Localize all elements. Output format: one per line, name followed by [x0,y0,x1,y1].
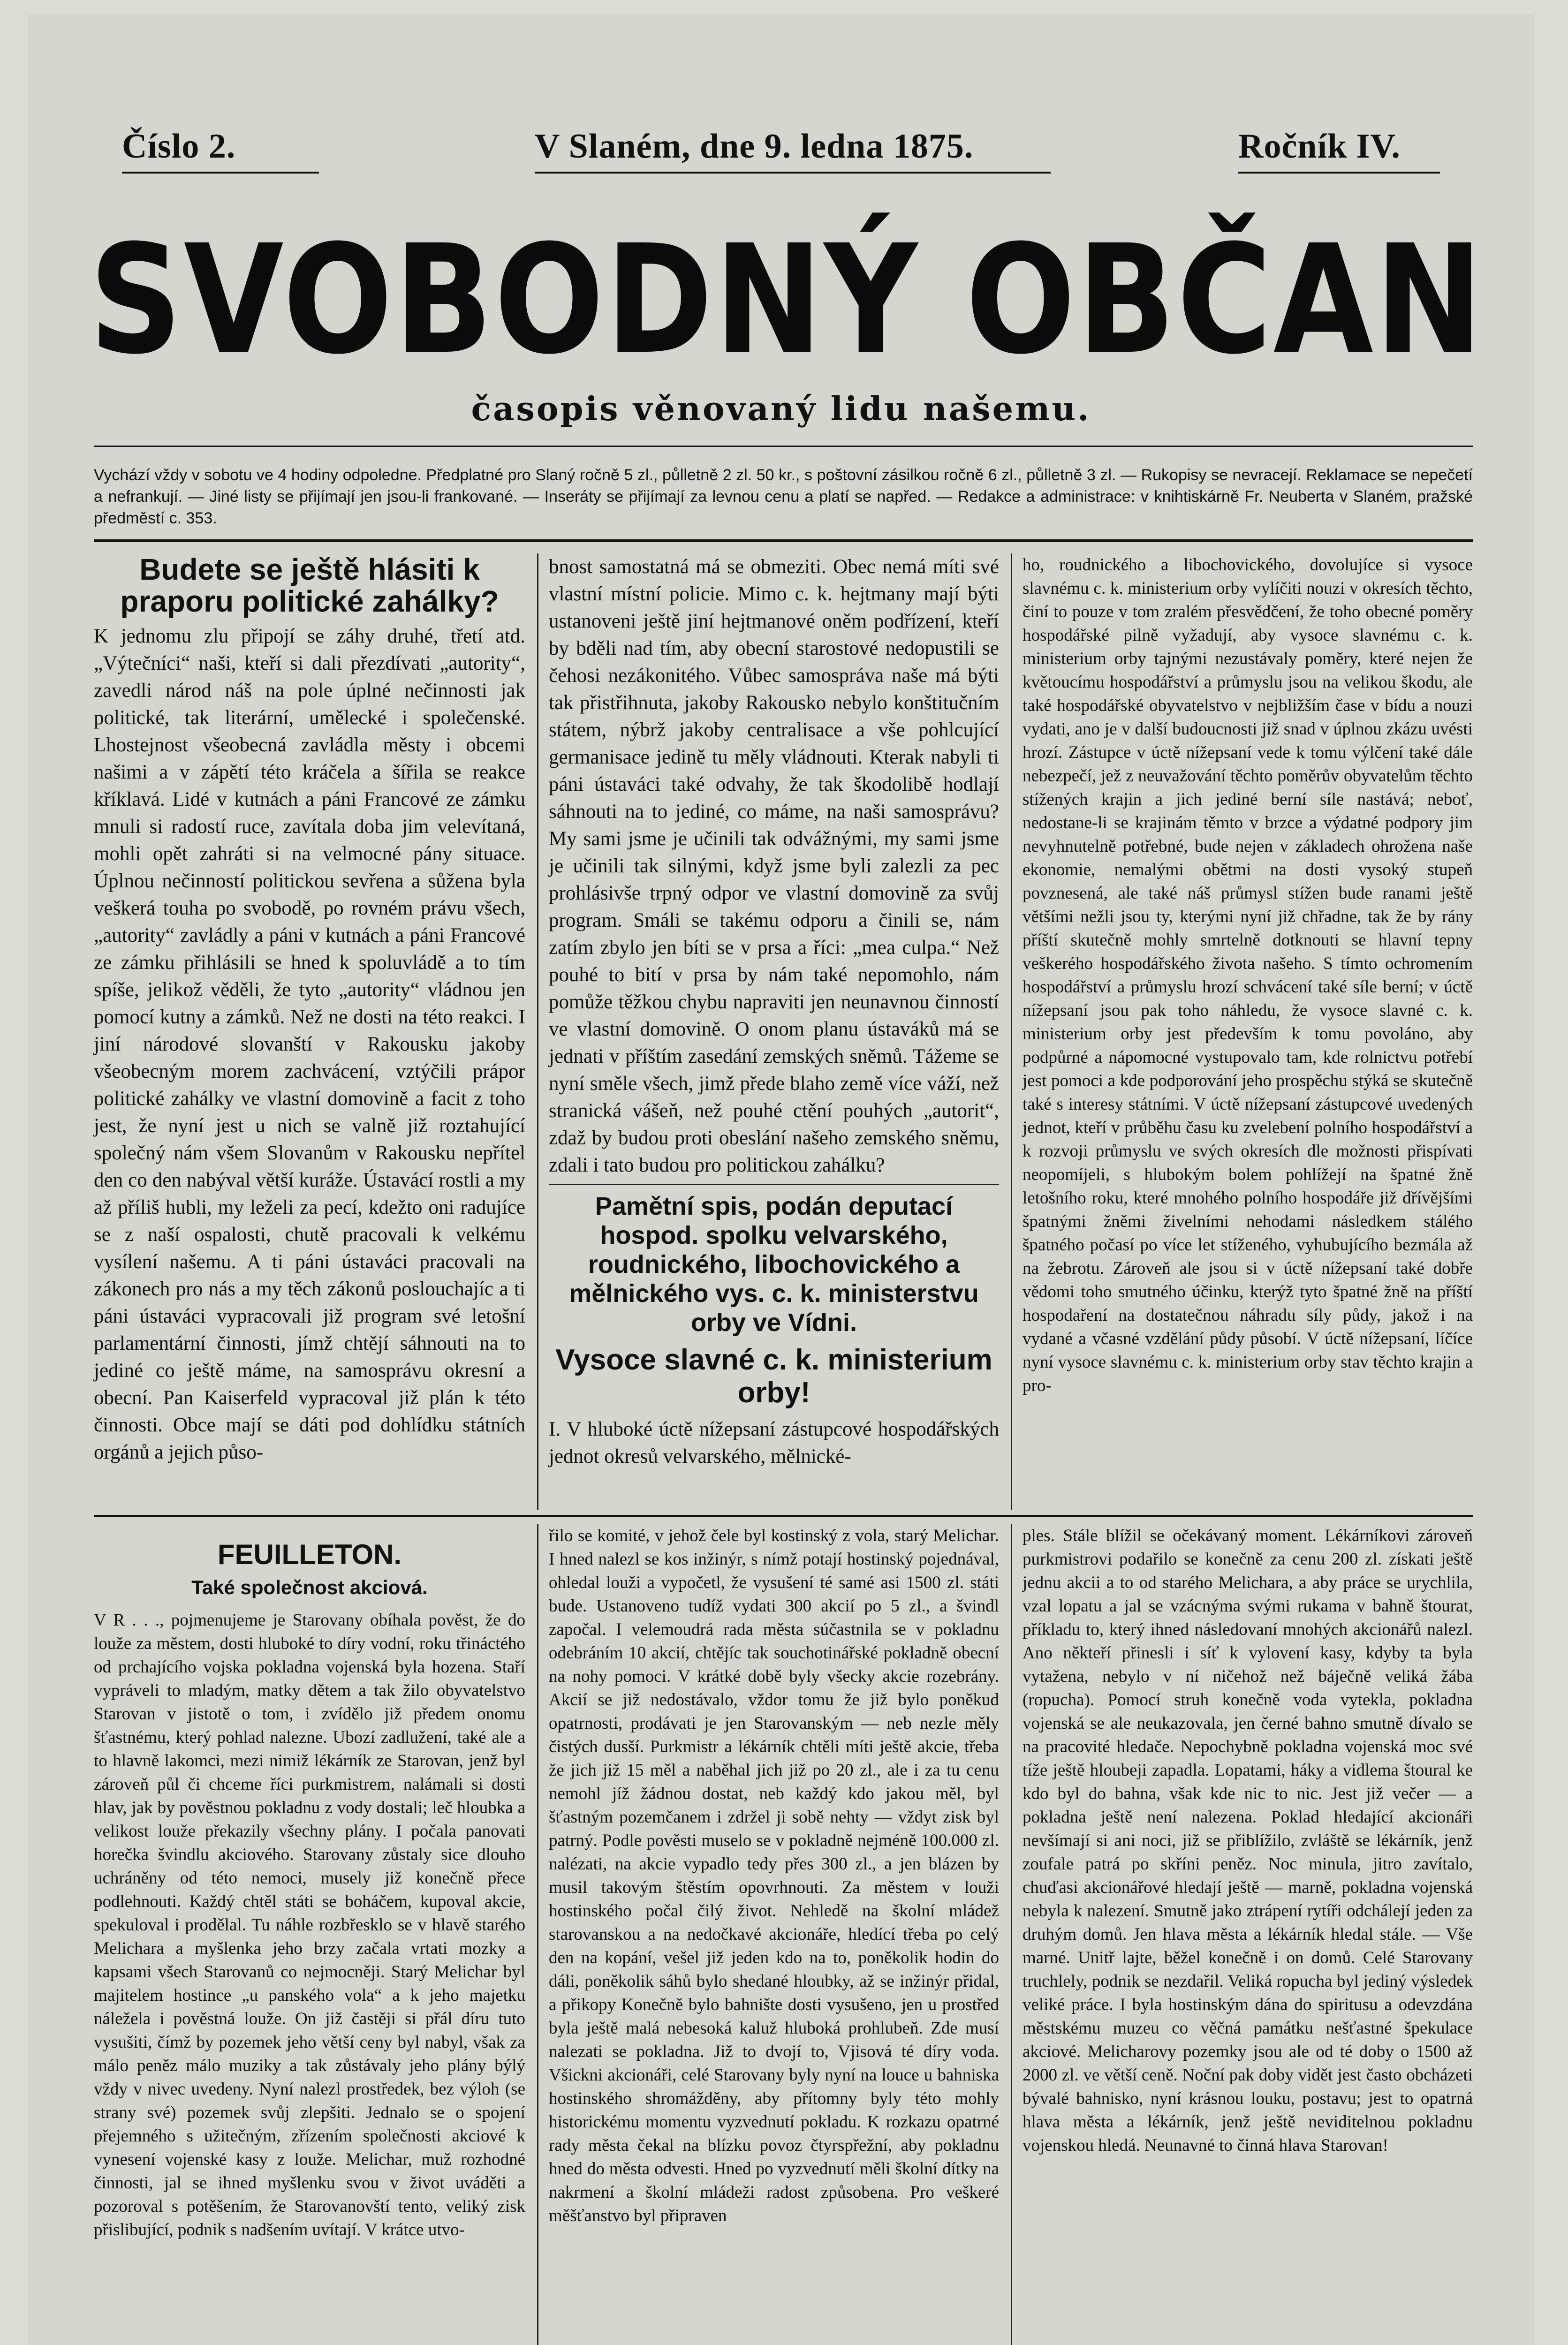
feuilleton-column-2 [549,1524,999,2228]
article-separator [549,1184,999,1185]
issue-number: Číslo 2. [122,127,236,166]
volume-number: Ročník IV. [1238,127,1401,166]
rule-below-subscription [94,539,1473,542]
rule-above-feuilleton [94,1515,1473,1517]
column-3-top [1023,553,1473,1398]
article1-title: Budete se ještě hlásiti k praporu politické zahálky? [120,552,499,618]
feuilleton-column-1 [94,1524,525,2242]
newspaper-page [28,14,1534,2345]
column-divider-3 [537,1524,538,2345]
feuilleton-col3-text: ples. Stále blížil se očekávaný moment. Lékárníkovi zároveň purkmistrovi podařilo se konečně za cenu 200 zl. získati ještě jednu akcii a to od starého Melichara, a aby práce se urychlila, vzal lopatu a jal se vzácnýma svými rukama v bahně štourat, příkladu to, který ihned následovaní mnohých akcionářů nalezl. Ano někteří přinesli i síť k vylovení kasy, kdyby ta byla vytažena, nebylo v ní ničehož než báječně veliká žába (ropucha). Pomocí struh konečně voda vytekla, pokladna vojenská se ale neukazovala, jen černé bahno smutně dívalo se na pracovité hledače. Nepochybně pokladna vojenská moc své tíže ještě hloubeji zapadla. Lopatami, háky a vidlema štoural ke kdo byl do bahna, však kde nic to nic. Jest již večer — a pokladna ještě není nalezena. Poklad hledající akcionáři nevšímají si ani noci, již se přiblížilo, zvláště se lékárník, jenž zoufale patrá po skříni peněz. Noc minula, jitro zavítalo, chuďasi akcionářové hledají ještě — marně, pokladna vojenská nebyla k nalezení. Smutně jako ztrápení rytíři odchálejí jeden za druhým domů. Jen hlava města a lékárník hledal stále. — Vše marné. Unitř lajte, běžel konečně i on domů. Celé Starovany truchlely, podnik se nezdařil. Veliká ropucha byl jediný výsledek veliké práce. I byla hostinským dána do spiritusu a odevzdána městskému muzeu co věčná památku nešťastné špekulace akciové. Melicharovy pozemky jsou ale od té doby o 1500 až 2000 zl. ve větší ceně. Noční pak doby vidět jest často obcházeti bývalé bahnisko, nyní krásnou louku, postavu; jest to opatrná hlava města a lékárník, jenž ještě neviditelnou pokladnu vojenskou hledá. Neunavné to činná hlava Starovan! [1023,1526,1473,2155]
rule-under-date [535,172,1051,174]
column-1-top [94,553,525,1466]
masthead-subtitle: časopis věnovaný lidu našemu. [471,389,1091,428]
feuilleton-col1-text: V R . . ., pojmenujeme je Starovany obíhala pověst, že do louže za městem, dosti hluboké to díry vodní, roku třináctého od prchajícího vojska pokladna vojenská byla hozena. Staří vypráveli to mladým, matky dětem a tak žilo obyvatelstvo Starovan v jistotě o tom, i zvídělo již předem onomu šťastnému, který pohlad nalezne. Ubozí zadlužení, také ale a to hlavně lakomci, mezi nimiž lékárník ze Starovan, jenž byl zároveň půl či chceme říci purkmistrem, nalámali si dosti hlav, jak by pověstnou pokladnu z vody dostali; leč hloubka a velikost louže překazily všechny plány. I počala panovati horečka švindlu akciového. Starovany zůstaly sice dlouho uchráněny od této nemoci, musely již konečně přece podlehnouti. Každý chtěl státi se boháčem, kupoval akcie, spekuloval i prodělal. Tu náhle rozbřesklo se v hlavě starého Melichara a myšlenka jeho brzy začala vrtati mozky a kapsami všech Starovanů co nejmocněji. Starý Melichar byl majitelem hostince „u panského vola“ a k jeho majetku náležela i pověstná louže. On již častěji si přál díru tuto vysušiti, čímž by pozemek jeho větší ceny byl nabyl, však za málo peněz málo muziky a tak zůstávaly jeho plány býlý vždy v nivec uvedeny. Nyní nalezl prostředek, bez výloh (se strany své) pozemek svůj zlepšiti. Jednalo se o spojení přejemného s užitečným, zřízením společnosti akciové k vynesení vojenské kasy z louže. Melichar, muž rozhodné činnosti, jal se ihned myšlenku svou v život uváděti a pozoroval s potěšením, že Starovanovští tento, veliký zisk přislibující, podnik s nadšením uvítají. V krátce utvo- [94,1611,525,2239]
rule-under-volume [1238,172,1440,174]
rule-above-subscription [94,446,1473,447]
article2-subheading: Vysoce slavné c. k. ministerium orby! [555,1344,992,1409]
feuilleton-title: FEUILLETON. [217,1539,402,1570]
feuilleton-subtitle: Také společnost akciová. [191,1576,428,1598]
paper-sheet [80,33,1485,2345]
rule-under-issue [122,172,319,174]
place-date: V Slaném, dne 9. ledna 1875. [535,127,974,166]
column-divider-1 [537,553,538,1510]
masthead-title: SVOBODNÝ OBČAN [89,213,1485,387]
article1-col1-text: K jednomu zlu připojí se záhy druhé, třetí atd. „Výtečníci“ naši, kteří si dali přezdívati „autority“, zavedli národ náš na pole úplné nečinnosti jak politické, tak literární, umělecké i společenské. Lhostejnost všeobecná zavládla městy i obcemi našimi a v zápětí této kráčela a šířila se reakce kříklavá. Lidé v kutnách a páni Francové ze zámku mnuli si radostí ruce, zavítala doba jim velevítaná, mohli opět zahráti si na velmocné pány situace. Úplnou nečinností politickou sevřena a sůžena byla veškerá touha po svobodě, po rovném právu všech, „autority“ zavládly a páni v kutnách a páni Francové ze zámku přihlásili se hned k spoluvládě a to tím spíše, jelikož věděli, že tyto „autority“ vládnou jen pomocí kutny a zámků. Než ne dosti na této reakci. I jiní národové slovanští v Rakousku jakoby všeobecným morem zachvácení, vztýčili prápor politické zahálky ve vlastní domovině a facit z toho jest, že nyní jest u nich se valně již roztahující společný nám všem Slovanům v Rakousku nepřítel den co den nabýval větší kuráže. Ústavácí rostli a my až příliš hubli, my leželi za pecí, kdežto oni radujíce se z naší ospalosti, chutě pracovali k velkému vysílení našemu. A ti páni ústaváci pracovali na zákonech pro nás a my těch zákonů poslouchajíc a ti páni ústaváci vypracovali již program své letošní parlamentární činnosti, jímž chtějí sáhnouti na to jediné co ještě máme, na samosprávu okresní a obecní. Pan Kaiserfeld vypracoval již plán k této činnosti. Obce mají se dáti pod dohlídku státních orgánů a jejich půso- [94,625,525,1463]
column-2-top [549,553,999,1470]
article2-heading: Pamětní spis, podán deputací hospod. spolku velvarského, roudnického, libochovického a mělnického vys. c. k. ministerstvu orby ve Vídni. [569,1192,979,1337]
feuilleton-col2-text: řilo se komité, v jehož čele byl kostinský z vola, starý Melichar. I hned nalezl se kos inžinýr, s nímž potají hostinský pojednával, ohledal louži a vypočetl, že vysušení té samé asi 1500 zl. státi bude. Ustanoveno tudíž vydati 300 akcií po 5 zl., a švindl započal. I velemoudrá rada města súčastnila se v pokladnu odebráním 10 akcií, chtějíc tak souchotinářské pokladně obecní na nohy pomoci. V krátké době byly všecky akcie rozebrány. Akcií se již nedostávalo, vždor tomu že již bylo poněkud opatrnosti, prodávati je jen Starovanským — neb nezle měly čistých dusší. Purkmistr a lékárník chtěli míti ještě akcie, třeba že jich již 15 měl a naběhal jich již po 20 zl., ale i za tu cenu nemohl jíž žádnou dostat, neb každý kdo jakou měl, byl šťastným pozemčanem i zdržel ji sobě nehty — vždyt zisk byl patrný. Podle pověsti muselo se v pokladně nejméně 100.000 zl. nalézati, na akcie vypadlo tedy přes 300 zl., a jen blázen by musil takovým štěstím opovrhnouti. Za městem v louži hostinského počal čilý život. Nehledě na školní mládež starovanskou a na nedočkavé akcionáře, hledící třeba po celý den na kopání, vešel již jeden kdo na to, poněkolik hodin do dáli, poněkolik sáhů bylo shedané hloubky, až se inžinýr přidal, a přikopy Konečně bylo bahnište dosti vysušeno, jen u prostřed byla ještě malá nebesoká kaluž hluboká prohlubeň. Zde musí nalezati se pokladna. Již to dvojí to, Vjisová té díry voda. Všickni akcionáři, celé Starovany byly nyní na louce u bahniska hostinského shromážděny, aby přítomny byly této mohly historickému momentu vyzvednutí pokladu. K rozkazu opatrné rady města čekal na blízku povoz čtyrspřežní, aby pokladnu hned do města odvesti. Hned po vyzvednutí měli školní dítky na nakrmení a školní mládeži radost způsobena. Pro veškeré měšťanstvo byl připraven [549,1526,999,2225]
article2-col3-text: ho, roudnického a libochovického, dovolujíce si vysoce slavnému c. k. ministerium orby vylíčiti nouzi v okresích těchto, činí to pouze v tom zralém přesvědčení, že toho obecné poměry hospodářské pilně vyžadují, aby vysoce slavnému c. k. ministerium orby tajnými nezustávaly poměry, které nejen že květoucímu hospodářství a průmyslu jsou na velikou škodu, ale také hospodářské obyvatelstvo v nejbližším čase v bídu a nouzi vydati, ano je v další budoucnosti již snad v úplnou zkázu uvésti hrozí. Zástupce v úctě nížepsaní vede k tomu výlčení také dále nebezpečí, jež z neuvažování těchto poměrův obyvatelům těchto stížených krajin a jich jediné berní síle nastává; neboť, nedostane-li se krajinám těmto v brzce a výdatné podpory jim nevyhnutelně potřebné, bude nejen v základech ohrožena naše ekonomie, nemalými obětmi na dosti vysoký stupeň povznesená, ale také náš průmysl stížen bude ranami ještě většími nežli jsou ty, kterými nyní již chřadne, tak že by rány příští skutečně mohly smrtelně dotknouti se hlavní tepny veškerého hospodářského života našeho. S tímto ochromením hospodářství a průmyslu hrozí schvácení také síle berní; v úctě nížepsaní jsou pak toho náhledu, že vysoce slavné c. k. ministerium orby jest především k tomu povoláno, aby podpůrné a nápomocné vystupovalo tam, kde rolnictvu potřebí jest pomoci a kde podporování jeho prospěchu stýká se skutečně také s interesy státními. V úctě nížepsaní zástupcové uvedených jednot, kteří v průběhu času ku zvelebení polního hospodářství a k rozvoji průmyslu ve svých okresích dle možnosti přispívati neopomíjeli, s hlubokým bolem pohlížejí na špatné žně letošního roku, které mnohého polního hospodáře již dřívějšími špatnými žněmi živelními nehodami následkem stálého špatného počasí po více let stíženého, vyhubujícího bezmála až na žebrotu. Zároveň ale jsou si v úctě nížepsaní také dobře vědomi toho smutného účinku, kterýž tyto špatné žně na příští hospodaření na dostatečnou náhradu síly půdy, jakož i na vydané a včasné vzdělání půdy působí. V úctě nížepsaní, líčíce nyní vysoce slavnému c. k. ministerium orby stav těchto krajin a pro- [1023,555,1473,1395]
subscription-notice: Vychází vždy v sobotu ve 4 hodiny odpoledne. Předplatné pro Slaný ročně 5 zl., půlletně 2 zl. 50 kr., s poštovní zásilkou ročně 6 zl., půlletně 3 zl. — Rukopisy se nevracejí. Reklamace se nepečetí a nefrankují. — Jiné listy se přijímají jen jsou-li frankované. — Inseráty se přijímají za levnou cenu a platí se napřed. — Redakce a administrace: v knihtiskárně Fr. Neuberta v Slaném, pražské předměstí c. 353. [94,466,1473,527]
column-divider-4 [1011,1524,1012,2345]
feuilleton-column-3 [1023,1524,1473,2157]
column-divider-2 [1011,553,1012,1510]
article2-col2-start: I. V hluboké úctě nížepsaní zástupcové hospodářských jednot okresů velvarského, mělnické- [549,1418,999,1468]
article1-col2-text: bnost samostatná má se obmeziti. Obec nemá míti své vlastní místní policie. Mimo c. k. hejtmany mají býti ustanoveni ještě jiní hejtmanové oněm podřízení, kteří by bděli nad tím, aby obecní starostové nedopustili se čehosi nezákonitého. Vůbec samospráva naše má býti tak přistřihnuta, jakoby Rakousko nebylo konštitučním státem, nýbrž jakoby centralisace a vše pohlcující germanisace jedině tu měly vládnouti. Kterak nabyli ti páni ústaváci také odvahy, že tak škodolibě hodlají sáhnouti na to jediné, co máme, na naši samosprávu? My sami jsme je učinili tak odvážnými, my sami jsme je učinili tak silnými, když jsme byli zalezli za pec prohlásivše trpný odpor ve vlastní domovině za svůj program. Smáli se takému odporu a činili se, nám zatím zbylo jen bíti se v prsa a říci: „mea culpa.“ Než pouhé to bití v prsa by nám také nepomohlo, nám pomůže těžkou chybu napraviti jen neunavnou činností ve vlastní domovině. O onom planu ústaváků má se jednati v příštím zasedání zemských sněmů. Tážeme se nyní směle všech, jimž přede blaho země více váží, než stranická vášeň, než pouhé ctění pouhých „autorit“, zdaž by budou proti obeslání našeho zemského sněmu, zdali i tato budou pro politickou zahálku? [549,556,999,1176]
